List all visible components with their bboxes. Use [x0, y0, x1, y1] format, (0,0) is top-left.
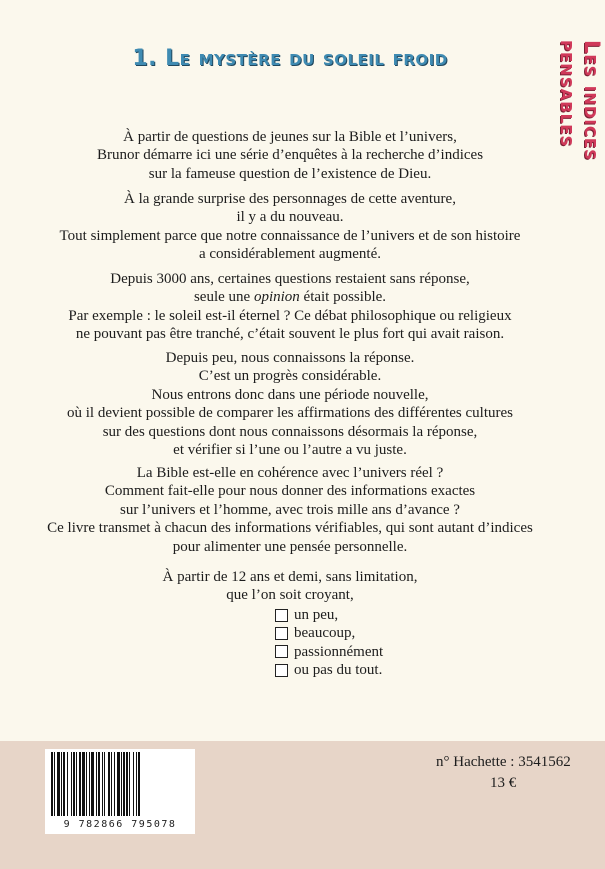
emphasis-opinion: opinion: [253, 289, 300, 306]
text-line: Depuis 3000 ans, certaines questions restaient sans réponse,: [110, 271, 470, 287]
text-line: a considérablement augmenté.: [198, 246, 381, 263]
paragraph-audience: [0, 568, 580, 605]
checklist-label: passionnément: [294, 643, 384, 660]
checklist-item: [275, 624, 383, 642]
paragraph-progress: [0, 349, 580, 459]
text-line: Nous entrons donc dans une période nouvelle,: [151, 386, 429, 403]
paragraph-bible: [0, 464, 580, 556]
checklist-label: beaucoup,: [294, 625, 356, 642]
text-line: ne pouvant pas être tranché, c’était souvent le plus fort qui avait raison.: [75, 326, 505, 343]
checklist-item: [275, 643, 383, 661]
text-line: Brunor démarre ici une série d’enquêtes à la recherche d’indices: [96, 147, 484, 164]
checkbox-icon: [275, 645, 288, 658]
price: 13 €: [490, 775, 517, 791]
text-line: À partir de questions de jeunes sur la Bible et l’univers,: [123, 129, 457, 145]
checklist-item: [275, 606, 383, 624]
barcode-number: 9 782866 795078: [63, 819, 177, 830]
text-line: où il devient possible de comparer les affirmations des différentes cultures: [67, 405, 513, 422]
text-line: sur la fameuse question de l’existence de Dieu.: [148, 165, 432, 182]
series-label: Les indices pensables: [556, 40, 604, 161]
paragraph-surprise: [0, 190, 580, 264]
checklist-item: [275, 661, 383, 679]
text-line: C’est un progrès considérable.: [198, 368, 382, 385]
checklist-label: un peu,: [294, 607, 339, 623]
paragraph-history: [0, 270, 580, 344]
text-fragment: seule une: [193, 289, 251, 306]
barcode-icon: [45, 749, 195, 819]
text-line: il y a du nouveau.: [236, 209, 344, 226]
text-line: et vérifier si l’une ou l’autre a vu juste.: [173, 442, 407, 459]
text-line: À partir de 12 ans et demi, sans limitation,: [162, 569, 418, 585]
checkbox-icon: [275, 664, 288, 677]
page-title: 1. Le mystère du soleil froid: [132, 46, 448, 71]
text-line: Par exemple : le soleil est-il éternel ? Ce débat philosophique ou religieux: [68, 307, 512, 324]
text-line: Tout simplement parce que notre connaissance de l’univers et de son histoire: [59, 227, 521, 244]
checkbox-icon: [275, 627, 288, 640]
text-line: sur des questions dont nous connaissons désormais la réponse,: [102, 423, 478, 440]
paragraph-intro: [0, 128, 580, 183]
text-line: sur l’univers et l’homme, avec trois mille ans d’avance ?: [120, 501, 460, 518]
barcode: [45, 749, 195, 834]
text-line: La Bible est-elle en cohérence avec l’univers réel ?: [136, 465, 444, 481]
text-fragment: était possible.: [299, 289, 387, 306]
text-line: [0, 288, 580, 306]
belief-checklist: [275, 606, 383, 680]
text-line: À la grande surprise des personnages de cette aventure,: [124, 191, 456, 207]
text-line: Comment fait-elle pour nous donner des informations exactes: [104, 483, 476, 500]
text-line: Depuis peu, nous connaissons la réponse.: [165, 350, 415, 366]
hachette-number: n° Hachette : 3541562: [436, 754, 571, 770]
text-line: que l’on soit croyant,: [226, 587, 354, 604]
text-line: Ce livre transmet à chacun des informations vérifiables, qui sont autant d’indices: [47, 520, 533, 537]
checkbox-icon: [275, 609, 288, 622]
text-line: pour alimenter une pensée personnelle.: [172, 538, 408, 555]
checklist-label: ou pas du tout.: [294, 662, 383, 679]
